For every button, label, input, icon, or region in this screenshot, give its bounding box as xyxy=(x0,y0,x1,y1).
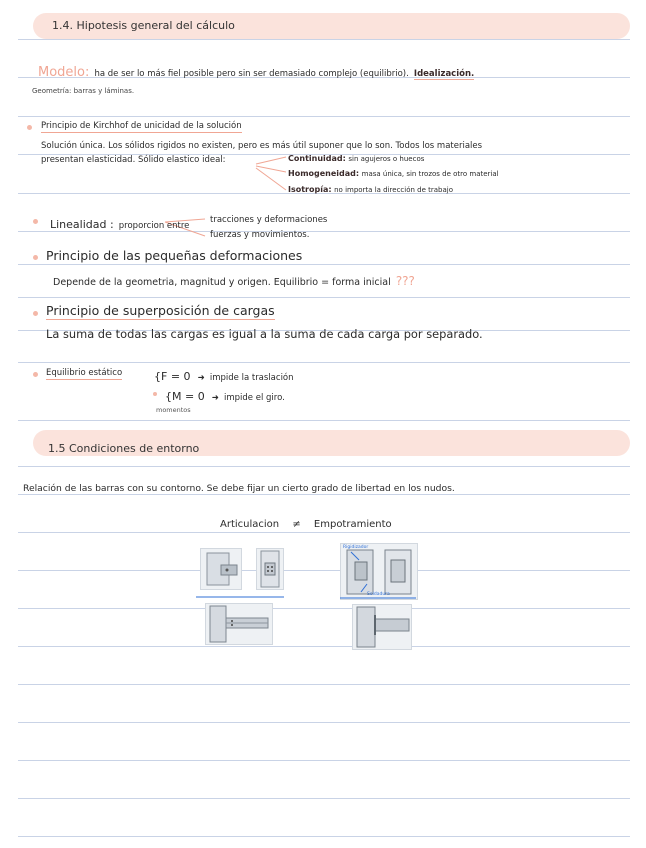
contorno-text: Relación de las barras con su contorno. Se debe fijar un cierto grado de libertad en los nudos. xyxy=(23,483,455,494)
equilibrio-m: {M = 0 xyxy=(165,390,205,403)
modelo-text: ha de ser lo más fiel posible pero sin ser demasiado complejo (equilibrio). xyxy=(94,69,409,79)
linealidad-b: fuerzas y movimientos. xyxy=(210,230,310,240)
empotramiento-label: Empotramiento xyxy=(313,519,392,530)
continuidad-label: Continuidad: xyxy=(288,154,346,163)
isotropia-text: no importa la dirección de trabajo xyxy=(334,186,454,194)
isotropia-label: Isotropía: xyxy=(288,185,332,194)
equilibrio-f: {F = 0 xyxy=(154,370,191,383)
question-marks: ??? xyxy=(395,274,415,288)
idealizacion-text: Idealización. xyxy=(413,69,475,79)
equilibrio-f-text: impide la traslación xyxy=(209,373,294,383)
kirchhof-title: Principio de Kirchhof de unicidad de la solución xyxy=(41,121,242,131)
momentos-note: momentos xyxy=(156,406,191,414)
kirchhof-line-1: Solución única. Los sólidos rigidos no existen, pero es más útil suponer que lo son. Todos los materiales xyxy=(41,141,483,151)
modelo-label: Modelo: xyxy=(38,65,90,80)
linealidad-text: proporcion entre xyxy=(118,221,190,231)
equilibrio-m-text: impide el giro. xyxy=(224,393,285,403)
not-equal-sign: ≠ xyxy=(292,519,301,530)
pequenas-title: Principio de las pequeñas deformaciones xyxy=(46,248,303,263)
linealidad-label: Linealidad : xyxy=(50,218,114,231)
continuidad-text: sin agujeros o huecos xyxy=(348,155,425,163)
homogeneidad-text: masa única, sin trozos de otro material xyxy=(361,170,499,178)
soldadura-label: Soldadura xyxy=(367,592,390,597)
rigidizador-label: Rigidizador xyxy=(343,545,369,550)
articulacion-label: Articulacion xyxy=(220,519,280,530)
section-title: 1.4. Hipotesis general del cálculo xyxy=(52,19,235,32)
linealidad-a: tracciones y deformaciones xyxy=(210,215,328,225)
geometria-text: Geometría: barras y láminas. xyxy=(32,87,135,95)
arrow-icon: ➜ xyxy=(211,393,219,403)
pequenas-text: Depende de la geometria, magnitud y origen. Equilibrio = forma inicial xyxy=(53,277,391,288)
homogeneidad-label: Homogeneidad: xyxy=(288,169,360,178)
section-title-2: 1.5 Condiciones de entorno xyxy=(48,442,200,455)
superposicion-text: La suma de todas las cargas es igual a la suma de cada carga por separado. xyxy=(46,327,483,341)
superposicion-title: Principio de superposición de cargas xyxy=(46,303,275,318)
equilibrio-label: Equilibrio estático xyxy=(46,368,123,378)
kirchhof-line-2: presentan elasticidad. Sólido elastico ideal: xyxy=(41,155,226,165)
arrow-icon: ➜ xyxy=(197,373,205,383)
